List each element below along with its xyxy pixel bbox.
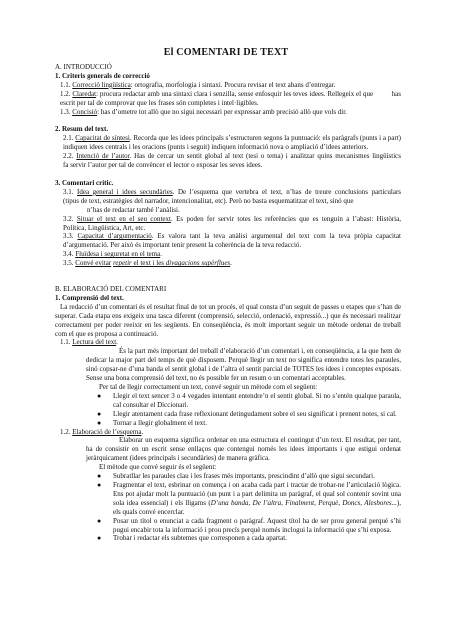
list-item: ● Llegir el text sencer 3 o 4 vegades intentant entendre’n el sentit global. Si no s’entén qualque paraula, cal consultar el Diccionari. (97, 391, 401, 409)
list-item: ● Subratllar les paraules clau i les frases més importants, prescindint d’allò que sigui secundari. (97, 472, 375, 481)
comprensio-intro: La redacció d’un comentari és el resultat final de tot un procés, el qual consta d’un seguit de passes o etapes que s’han de superar. Cada etapa ens exigeix una tasca diferent (comprensió, selecció, ordenació, expressió...) que és necessari realitzar correctament per poder reeixir en les següents. En conseqüència, és molt important seguir un mètode ordenat de treball com el que es proposa a continuació. (55, 302, 401, 338)
section-a-heading: A. INTRODUCCIÓ (55, 63, 112, 71)
esquema-steps-list (55, 472, 401, 543)
item-3-3: 3.3. Capacitat d’argumentació. Es valora tant la teva anàlisi argumental del text com la teva pròpia capacitat d’argumentació. Per això és important tenir present la coherència de la teva redacció. (63, 232, 402, 250)
lectura-paragraph-1: És la part més important del treball d’elaboració d’un comentari i, en conseqüència, a la que hem de dedicar la major part del temps de què disposem. Perquè llegir un text no significa entendre totes les paraules, sinó copsar-ne d’una banda el sentit global i de l’altra el sentit parcial de TOTES les idees i conceptes exposats. Sense una bona comprensió del text, no és possible fer un resum o un comentari acceptables. (86, 347, 401, 383)
item-2-2: 2.2. Intenció de l’autor. Has de cercar un sentit global al text (tesi o tema) i analitzar quins mecanismes lingüístics fa servir l’autor per tal de convèncer el lector o exposar les seves idees. (63, 152, 419, 170)
document-title: El COMENTARI DE TEXT (163, 47, 289, 58)
section-b-heading: B. ELABORACIÓ DEL COMENTARI (55, 285, 167, 294)
item-b-1-2: 1.2. Elaboració de l’esquema. (60, 427, 144, 436)
item-3-1: 3.1. Idea general i idees secundàries. De l’esquema que vertebra el text, n’has de treure conclusions particulars (tipus de text, estratègies del narrador, intencionalitat, etc). Però no basta esquematitzar el text, sinó que (63, 187, 419, 205)
list-item: ● Trobar i redactar els subtemes que corresponen a cada apartat. (97, 534, 287, 543)
bullet-icon: ● (97, 534, 102, 543)
comprensio-heading: 1. Comprensió del text. (55, 293, 124, 302)
bullet-icon: ● (97, 409, 102, 418)
item-2-1: 2.1. Capacitat de síntesi. Recorda que les idees principals s’estructuren segons la puntuació: els paràgrafs (punts i a part) indiquen idees centrals i les oracions (punts i seguit) indiquen informació nova o ampliació d’idees anteriors. (63, 134, 402, 152)
item-3-5: 3.5. Convé evitar repetir el text i les divagacions supèrflues. (63, 259, 232, 268)
bullet-icon: ● (97, 516, 102, 525)
item-3-4: 3.4. Fluïdesa i seguretat en el tema. (63, 250, 162, 259)
resum-heading: 2. Resum del text. (55, 125, 109, 134)
list-item: ● Posar un títol o enunciat a cada fragment o paràgraf. Aquest títol ha de ser prou general perquè s’hi pugui encabir tota la informació i prou precís perquè només inclogui la informació que s’hi exposa. (97, 516, 401, 534)
lectura-paragraph-2: Per tal de llegir correctament un text, convé seguir un mètode com el següent: (99, 383, 318, 391)
list-item: ● Tornar a llegir globalment el text. (97, 418, 207, 427)
item-1-2: 1.2. Claredat: procura redactar amb una sintaxi clara i senzilla, sense enfosquir les teves idees. Rellegeix el que has escrit per tal de comprovar que les frases són completes i intel·ligibles. (60, 89, 403, 107)
item-1-1: 1.1. Correcció lingüística: ortografia, morfologia i sintaxi. Procura revisar el text abans d’entregar. (60, 80, 336, 89)
document-body (55, 63, 419, 543)
bullet-icon: ● (97, 472, 102, 481)
item-3-2: 3.2. Situar el text en el seu context. Es poden fer servir totes les referències que es tenguin a l’abast: Història, Política, Lingüística, Art, etc. (63, 214, 419, 232)
item-3-1-continuation: n’has de redactar també l’anàlisi. (87, 205, 180, 214)
list-item: ● Fragmentar el text, esbrinar on comença i on acaba cada part i tractar de trobar-ne l’articulació lògica. Ens pot ajudar molt la puntuació (un punt i a part delimita un paràgraf, el qual sol contenir sovint una sola idea essencial) i els lligams (D’una banda, De l’altra, Finalment, Perquè, Doncs, Alesbores...), els quals convé encerclar. (97, 480, 401, 516)
comentari-critic-heading: 3. Comentari crític. (55, 178, 114, 187)
item-b-1-1: 1.1. Lectura del text. (60, 338, 118, 347)
bullet-icon: ● (97, 418, 102, 427)
lectura-steps-list (55, 392, 401, 428)
esquema-paragraph-2: El mètode que convé seguir és el següent: (99, 463, 217, 472)
item-1-3: 1.3. Concisió: has d’ometre tot allò que no sigui necessari per expressar amb precisió allò que vols dir. (60, 107, 347, 116)
bullet-icon: ● (97, 480, 102, 489)
bullet-icon: ● (97, 391, 102, 400)
criteris-heading: 1. Criteris generals de correcció (55, 71, 150, 80)
esquema-paragraph-1: Elaborar un esquema significa ordenar en una estructura el contingut d’un text. El resultat, per tant, ha de consistir en un escrit sense enllaços que contengui només les idees importants i que estigui ordenat jeràrquicament (idees principals i secundàries) de manera gràfica. (86, 436, 401, 463)
list-item: ● Llegir atentament cada frase reflexionant detingudament sobre el seu significat i prenent notes, si cal. (97, 409, 397, 418)
